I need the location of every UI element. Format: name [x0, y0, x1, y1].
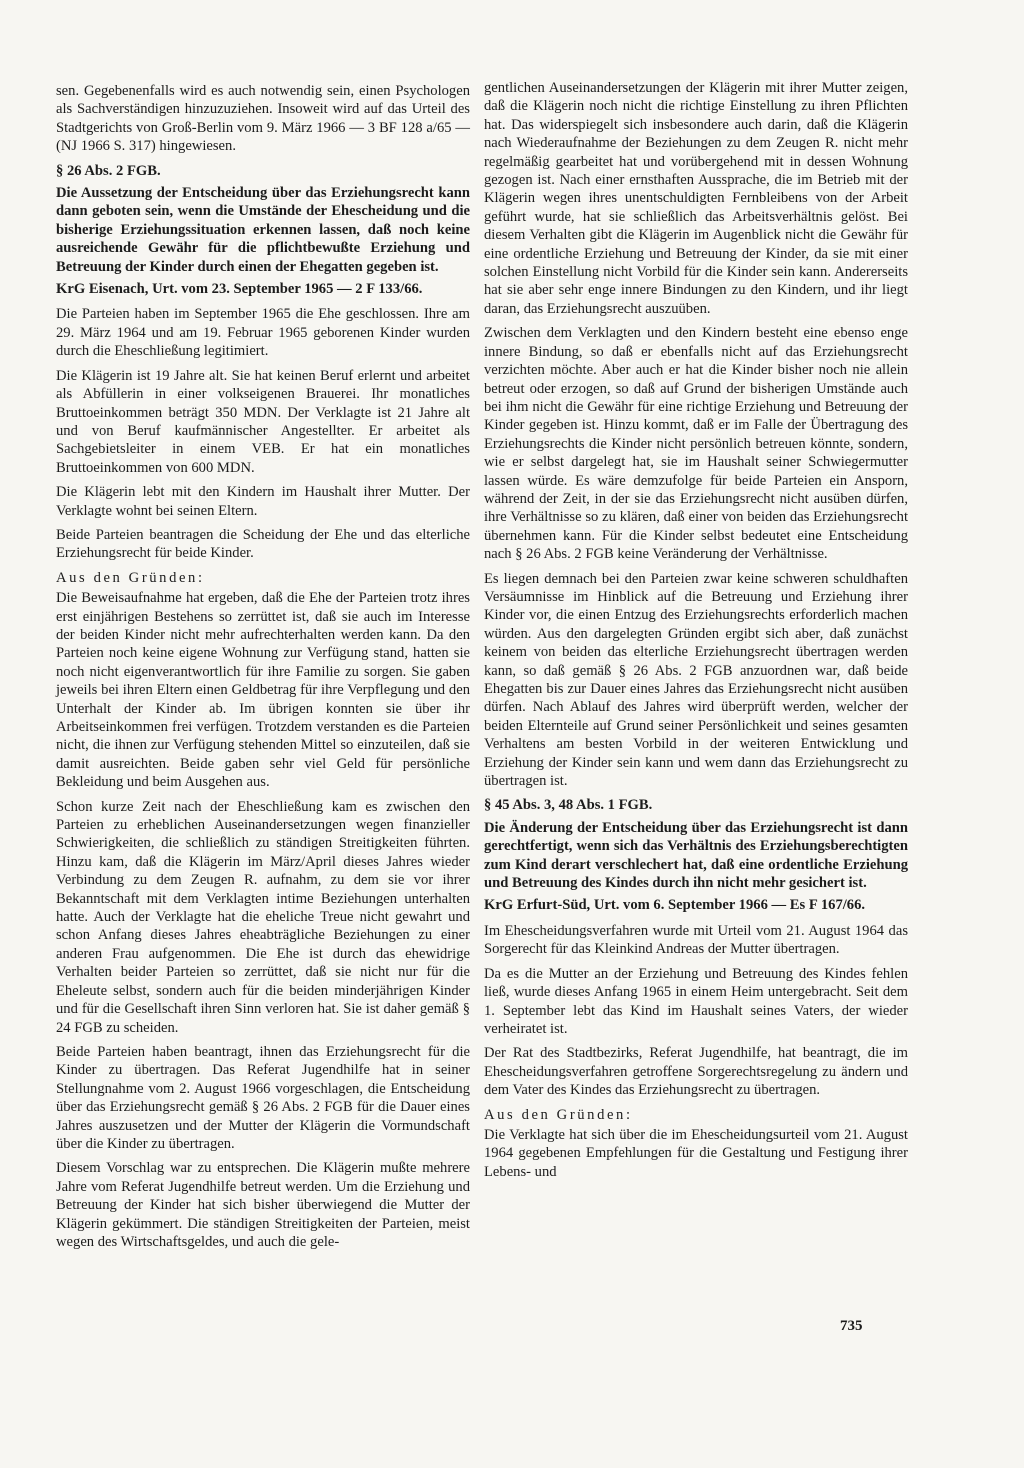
paragraph: Schon kurze Zeit nach der Eheschließung kam es zwischen den Parteien zu erheblichen Auseinandersetzungen wegen finanzieller Schwierigkeiten, die schließlich zu ständigen Streitigkeiten führten. Hinzu kam, daß die Klägerin im März/April dieses Jahres wieder Verbindung zu dem Zeugen R. aufnahm, zu dem sie vor ihrer Bekanntschaft mit dem Verklagten intime Beziehungen unterhalten hatte. Auch der Verklagte hat die eheliche Treue nicht gewahrt und schon Anfang dieses Jahres eheabträgliche Beziehungen zu einer anderen Frau aufgenommen. Die Ehe ist durch das ehewidrige Verhalten beider Parteien so zerrüttet, daß sie nicht nur für die Eheleute selbst, sondern auch für die beiden minderjährigen Kinder und für die Gesellschaft ihren Sinn verloren hat. Sie ist daher gemäß § 24 FGB zu scheiden. — [56, 798, 470, 1036]
paragraph: gentlichen Auseinandersetzungen der Klägerin mit ihrer Mutter zeigen, daß die Klägerin noch nicht die richtige Einstellung zu ihren Pflichten hat. Das widerspiegelt sich insbesondere auch darin, daß die Klägerin nach Wiederaufnahme der Beziehungen zu dem Zeugen R. nicht mehr regelmäßig gearbeitet hat und vorübergehend mit in dessen Wohnung gezogen ist. Nach einer ernsthaften Aussprache, die im Betrieb mit der Klägerin wegen ihres unentschuldigten Fernbleibens von der Arbeit geführt wurde, hat sie schließlich das Arbeitsverhältnis gelöst. Bei diesem Verhalten gibt die Klägerin im Augenblick nicht die Gewähr für eine ordentliche Erziehung und Betreuung der Kinder, da sie mit einer solchen Einstellung nicht Vorbild für die Kinder sein kann. Andererseits hat sie aber sehr enge innere Bindungen zu den Kindern, und ihr liegt daran, das Erziehungsrecht auszuüben. — [484, 80, 908, 317]
paragraph: Die Parteien haben im September 1965 die Ehe geschlossen. Ihre am 29. März 1964 und am 19. Februar 1965 geborenen Kinder wurden durch die Eheschließung legitimiert. — [56, 306, 470, 360]
right-column — [484, 79, 908, 1187]
paragraph: Beide Parteien haben beantragt, ihnen das Erziehungsrecht für die Kinder zu übertragen. Das Referat Jugendhilfe hat in seiner Stellungnahme vom 2. August 1966 vorgeschlagen, die Entscheidung über das Erziehungsrecht gemäß § 26 Abs. 2 FGB für die Dauer eines Jahres auszusetzen und der Mutter der Klägerin die Vormundschaft über die Kinder zu übertragen. — [56, 1043, 470, 1152]
headnote: Die Aussetzung der Entscheidung über das Erziehungsrecht kann dann geboten sein, wenn die Umstände der Ehescheidung und die bisherige Erziehungssituation erkennen lassen, daß noch keine ausreichende Gewähr für die pflichtbewußte Erziehung und Betreuung der Kinder durch einen der Ehegatten gegeben ist. — [56, 185, 470, 275]
court-citation: KrG Erfurt-Süd, Urt. vom 6. September 1966 — Es F 167/66. — [484, 897, 866, 914]
headnote: Die Änderung der Entscheidung über das Erziehungsrecht ist dann gerechtfertigt, wenn sich das Verhältnis des Erziehungsberechtigten zum Kind derart verschlechert hat, daß eine ordentliche Erziehung und Betreuung des Kindes durch ihn nicht mehr gesichert ist. — [484, 819, 908, 892]
paragraph: Die Klägerin ist 19 Jahre alt. Sie hat keinen Beruf erlernt und arbeitet als Abfüllerin in einer volkseigenen Brauerei. Ihr monatliches Bruttoeinkommen beträgt 350 MDN. Der Verklagte ist 21 Jahre alt und von Beruf kaufmännischer Angestellter. Er arbeitet als Sachgebietsleiter in einem VEB. Er hat ein monatliches Bruttoeinkommen von 600 MDN. — [56, 367, 470, 476]
court-citation: KrG Eisenach, Urt. vom 23. September 1965 — 2 F 133/66. — [56, 281, 423, 298]
paragraph: sen. Gegebenenfalls wird es auch notwendig sein, einen Psychologen als Sachverständigen hinzuzuziehen. Insoweit wird auf das Urteil des Stadtgerichts von Groß-Berlin vom 9. März 1966 — 3 BF 128 a/65 — (NJ 1966 S. 317) hingewiesen. — [56, 83, 470, 155]
paragraph: Die Klägerin lebt mit den Kindern im Haushalt ihrer Mutter. Der Verklagte wohnt bei seinen Eltern. — [56, 484, 470, 519]
section-reference: § 45 Abs. 3, 48 Abs. 1 FGB. — [484, 797, 653, 814]
section-reference: § 26 Abs. 2 FGB. — [56, 162, 161, 179]
paragraph: Da es die Mutter an der Erziehung und Betreuung des Kindes fehlen ließ, wurde dieses Anfang 1965 in einem Heim untergebracht. Seit dem 1. September lebt das Kind im Haushalt seines Vaters, der wieder verheiratet ist. — [484, 965, 908, 1037]
paragraph: Zwischen dem Verklagten und den Kindern besteht eine ebenso enge innere Bindung, so daß er ebenfalls nicht auf das Erziehungsrecht verzichten möchte. Aber auch er hat die Kinder bisher noch nie allein betreut oder erzogen, so daß auf Grund der bisherigen Umstände auch bei ihm nicht die Gewähr für eine richtige Erziehung und Betreuung der Kinder gegeben ist. Hinzu kommt, daß er im Falle der Übertragung des Erziehungsrechts die Kinder nicht persönlich betreuen könnte, sondern, wie er selbst dargelegt hat, sie im Haushalt seiner Schwiegermutter lassen würde. Es wäre demzufolge für beide Parteien ein Ansporn, während der Zeit, in der sie das Erziehungsrecht nicht ausüben dürfen, ihre Verhältnisse so zu klären, daß einer von beiden das Erziehungsrecht übernehmen kann. Für die Kinder selbst bedeutet eine Entscheidung nach § 26 Abs. 2 FGB keine Veränderung der Verhältnisse. — [484, 325, 908, 563]
reasons-heading: Aus den Gründen: — [56, 569, 205, 586]
paragraph: Die Verklagte hat sich über die im Ehescheidungsurteil vom 21. August 1964 gegebenen Empfehlungen für die Gestaltung und Festigung ihrer Lebens- und — [484, 1126, 908, 1180]
left-column — [56, 82, 470, 1257]
page-number: 735 — [840, 1318, 863, 1334]
paragraph: Es liegen demnach bei den Parteien zwar keine schweren schuldhaften Versäumnisse im Hinblick auf die Betreuung und Erziehung ihrer Kinder vor, die einen Entzug des Erziehungsrechts erforderlich machen würden. Aus den dargelegten Gründen ergibt sich aber, daß zunächst keinem von beiden das elterliche Erziehungsrecht übertragen werden kann, so daß gemäß § 26 Abs. 2 FGB anzuordnen war, daß beide Ehegatten bis zur Dauer eines Jahres das Erziehungsrecht nicht ausüben dürfen. Nach Ablauf des Jahres wird überprüft werden, welcher der beiden Elternteile auf Grund seiner Persönlichkeit und seines gesamten Verhaltens am besten Vorbild in der weiteren Entwicklung und Erziehung der Kinder sein kann und wem dann das Erziehungsrecht zu übertragen ist. — [484, 570, 908, 790]
paragraph: Beide Parteien beantragen die Scheidung der Ehe und das elterliche Erziehungsrecht für beide Kinder. — [56, 526, 470, 562]
paragraph: Die Beweisaufnahme hat ergeben, daß die Ehe der Parteien trotz ihres erst einjährigen Bestehens so zerrüttet ist, daß sie auch im Interesse der beiden Kinder nicht mehr aufrechterhalten werden kann. Da den Parteien noch keine eigene Wohnung zur Verfügung stand, hatten sie noch nicht eigenverantwortlich für ihre Familie zu sorgen. Sie gaben jeweils bei ihren Eltern einen Geldbetrag für ihre Verpflegung und den Unterhalt der Kinder ab. Im übrigen konnten sie über ihr Arbeitseinkommen frei verfügen. Trotzdem verstanden es die Parteien nicht, die ihnen zur Verfügung stehenden Mittel so einzuteilen, daß sie damit ausreichten. Beide gaben sehr viel Geld für persönliche Bekleidung und beim Ausgehen aus. — [56, 590, 470, 791]
paragraph: Der Rat des Stadtbezirks, Referat Jugendhilfe, hat beantragt, die im Ehescheidungsverfahren getroffene Sorgerechtsregelung zu ändern und dem Vater des Kindes das Erziehungsrecht zu übertragen. — [484, 1045, 908, 1099]
paragraph: Diesem Vorschlag war zu entsprechen. Die Klägerin mußte mehrere Jahre vom Referat Jugendhilfe betreut werden. Um die Erziehung und Betreuung der Kinder hat sich bisher überwiegend die Mutter der Klägerin gekümmert. Die ständigen Streitigkeiten der Parteien, meist wegen des Wirtschaftsgeldes, und auch die gele- — [56, 1160, 470, 1250]
reasons-heading: Aus den Gründen: — [484, 1106, 633, 1123]
paragraph: Im Ehescheidungsverfahren wurde mit Urteil vom 21. August 1964 das Sorgerecht für das Kleinkind Andreas der Mutter übertragen. — [484, 922, 908, 958]
